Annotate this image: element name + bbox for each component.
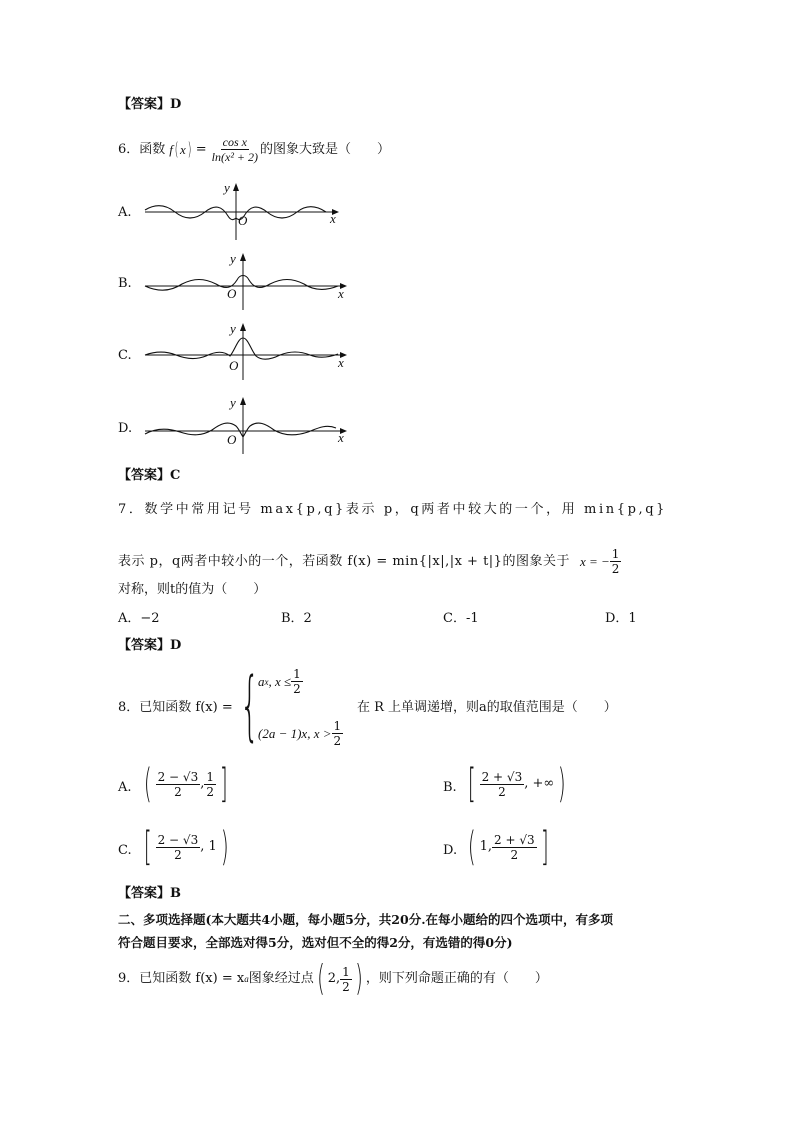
q9-point-den: 2 bbox=[342, 979, 350, 994]
q6-c-x-label: x bbox=[338, 355, 344, 370]
q6-d-y-label: y bbox=[230, 395, 236, 410]
q8-option-a bbox=[140, 761, 232, 807]
q6-option-c-graph bbox=[140, 320, 355, 382]
q8-b-right: ) bbox=[558, 761, 566, 807]
q8-half-den-1: 2 bbox=[293, 682, 301, 696]
q8-case-1 bbox=[258, 667, 303, 696]
q8-c-num: 2 − √3 bbox=[157, 832, 199, 847]
q6-option-d-graph bbox=[140, 394, 355, 456]
q9-suffix: ，则下列命题正确的有（ ） bbox=[365, 971, 548, 986]
q8-suffix: 在 R 上单调递增，则a的取值范围是（ ） bbox=[357, 700, 617, 715]
q9-point-num: 1 bbox=[342, 964, 350, 979]
q8-d-pre: 1, bbox=[479, 839, 493, 854]
q8-c-frac bbox=[156, 833, 201, 862]
q8-option-c-label: C. bbox=[118, 843, 132, 858]
q6-eq: = bbox=[195, 141, 207, 157]
q8-option-c bbox=[140, 824, 232, 870]
q8-case2-expr: (2a − 1)x, x > bbox=[258, 725, 332, 741]
q8-c-right: ) bbox=[220, 824, 229, 870]
q9-point-x: 2, bbox=[327, 971, 341, 986]
q6-c-y-label: y bbox=[230, 321, 236, 336]
q6-number: 6．函数 bbox=[118, 141, 166, 157]
section-2-line-1: 二、多项选择题(本大题共4小题，每小题5分，共20分.在每小题给的四个选项中，有多项 bbox=[118, 912, 614, 927]
q8-option-d-label: D. bbox=[443, 843, 458, 858]
q9-exponent: a bbox=[244, 974, 249, 984]
q8-d-den: 2 bbox=[510, 847, 519, 862]
q6-d-origin: O bbox=[227, 432, 237, 447]
q7-frac-den: 2 bbox=[611, 562, 620, 576]
q8-a-right: ] bbox=[219, 761, 228, 807]
q8-a-left: ( bbox=[143, 761, 152, 807]
q6-b-origin: O bbox=[227, 286, 237, 301]
q7-option-a: A．−2 bbox=[118, 611, 160, 626]
q8-d-right: ] bbox=[540, 824, 549, 870]
q6-fraction bbox=[210, 135, 260, 164]
q6-b-x-label: x bbox=[338, 286, 344, 301]
q6-var: x bbox=[179, 141, 186, 157]
q6-option-b-graph bbox=[140, 250, 355, 312]
q9-stem: 9．已知函数 f(x) = x a 图象经过点 ( 2, $\frac{1}{2}$ ) ，则下列命题正确的有（ ） bbox=[118, 958, 548, 999]
q6-func: f bbox=[169, 141, 173, 157]
q8-c-den: 2 bbox=[174, 847, 182, 862]
q8-a-comma: , bbox=[200, 776, 205, 791]
section-2-line-2: 符合题目要求，全部选对得5分，选对但不全的得2分，有选错的得0分) bbox=[118, 935, 513, 950]
q9-mid: 图象经过点 bbox=[248, 971, 314, 986]
q8-c-left: [ bbox=[143, 824, 152, 870]
q8-case1-half bbox=[291, 667, 303, 696]
q7-line-2-text: 表示 p，q两者中较小的一个，若函数 f(x) = min{|x|,|x + t|}的图象关于 bbox=[118, 553, 570, 569]
q6-frac-den: ln(x² + 2) bbox=[211, 150, 259, 164]
q6-b-y-label: y bbox=[230, 251, 236, 266]
q6-option-d-label: D. bbox=[118, 421, 133, 436]
q8-a-num: 2 − √3 bbox=[157, 769, 199, 784]
q9-point-frac bbox=[340, 965, 352, 994]
q6-option-a-graph bbox=[140, 180, 350, 242]
q6-option-b-label: B. bbox=[118, 276, 132, 291]
q8-case1-base: a bbox=[258, 673, 265, 689]
q8-option-a-label: A. bbox=[118, 780, 132, 795]
q7-line-2 bbox=[118, 547, 621, 576]
q6-c-origin: O bbox=[229, 358, 239, 373]
answer-5: 【答案】D bbox=[118, 97, 182, 112]
q8-half-num-1: 1 bbox=[293, 667, 301, 681]
q7-line-1: 7．数学中常用记号 max{p,q}表示 p，q两者中较大的一个，用 min{p,q} bbox=[118, 502, 668, 517]
q7-fraction bbox=[610, 547, 622, 576]
q8-d-num: 2 + √3 bbox=[494, 832, 535, 847]
q8-prefix: 8．已知函数 f(x) = bbox=[118, 700, 233, 715]
q6-a-x-label: x bbox=[330, 211, 336, 226]
q8-option-d bbox=[464, 824, 552, 870]
q8-case-2 bbox=[258, 719, 343, 748]
answer-8: 【答案】B bbox=[118, 886, 181, 901]
q8-a-frac-2 bbox=[204, 770, 216, 799]
q8-case1-exp: x bbox=[264, 676, 269, 687]
q6-frac-num: cos x bbox=[222, 135, 247, 149]
q8-b-den: 2 bbox=[498, 784, 506, 799]
q6-a-origin: O bbox=[238, 213, 248, 228]
q8-b-num: 2 + √3 bbox=[481, 769, 523, 784]
q7-option-b: B．2 bbox=[281, 611, 312, 626]
q8-option-b-label: B. bbox=[443, 780, 457, 795]
q9-prefix: 9．已知函数 f(x) = x bbox=[118, 971, 245, 986]
q8-b-rest: , +∞ bbox=[524, 776, 555, 791]
q6-a-y-label: y bbox=[224, 180, 230, 195]
q8-case1-cond: , x ≤ bbox=[268, 673, 292, 689]
q6-option-c-label: C. bbox=[118, 348, 132, 363]
q7-line-3: 对称，则t的值为（ ） bbox=[118, 582, 267, 597]
q8-a-num2: 1 bbox=[206, 769, 214, 784]
question-6-stem: 6．函数 f ( x ) = $\frac{\text{cos x}}{\text{ln(x² + 2)}}$ 的图象大致是（ ） bbox=[118, 135, 391, 164]
q8-d-left: ( bbox=[467, 824, 476, 870]
q7-frac-num: 1 bbox=[611, 547, 620, 561]
q8-half-num-2: 1 bbox=[333, 719, 342, 733]
q8-brace: { bbox=[240, 660, 260, 749]
q6-d-x-label: x bbox=[338, 430, 344, 445]
q7-option-c: C．-1 bbox=[443, 611, 479, 626]
q8-a-den: 2 bbox=[174, 784, 182, 799]
q8-a-frac-1 bbox=[156, 770, 201, 799]
q7-option-d: D．1 bbox=[605, 611, 637, 626]
q8-half-den-2: 2 bbox=[333, 734, 342, 748]
q8-option-b bbox=[464, 761, 570, 807]
q8-c-rest: , 1 bbox=[200, 839, 217, 854]
answer-6: 【答案】C bbox=[118, 468, 181, 483]
q8-d-frac bbox=[492, 833, 537, 862]
answer-7: 【答案】D bbox=[118, 638, 182, 653]
q6-option-a-label: A. bbox=[118, 205, 132, 220]
q7-symmetry-x: x = − bbox=[579, 553, 610, 569]
q8-a-den2: 2 bbox=[206, 784, 214, 799]
q8-case2-half bbox=[332, 719, 344, 748]
q8-b-left: [ bbox=[467, 761, 476, 807]
q8-b-frac bbox=[480, 770, 525, 799]
q6-suffix: 的图象大致是（ ） bbox=[260, 141, 391, 157]
